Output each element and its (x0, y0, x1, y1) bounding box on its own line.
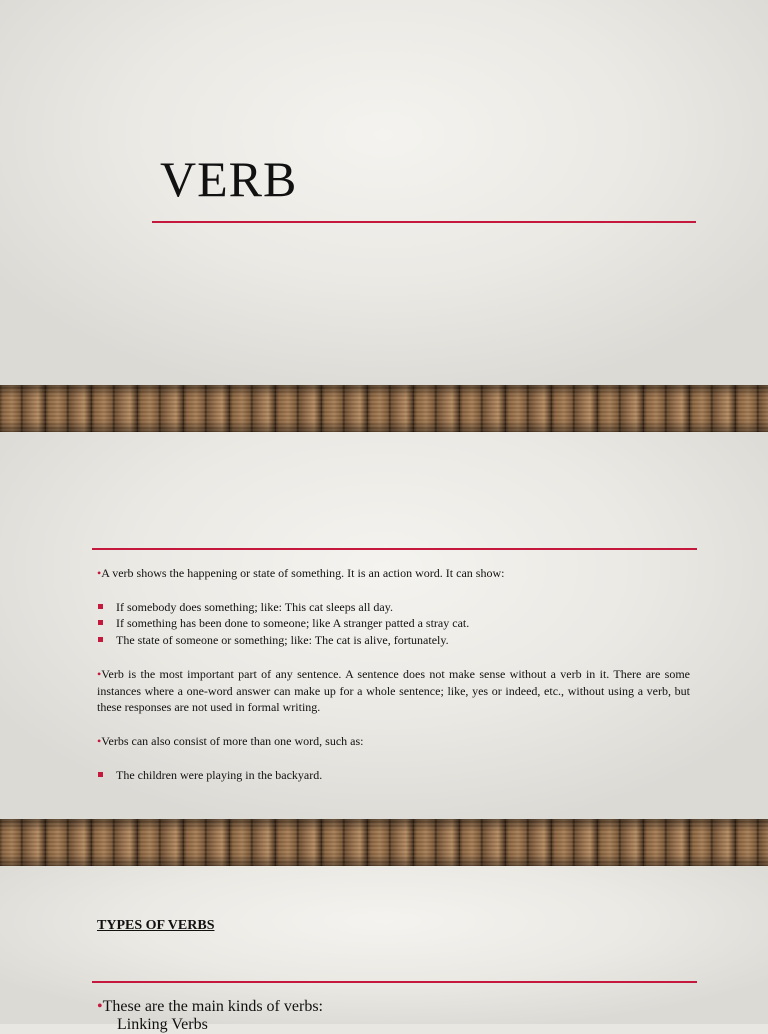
example-list (97, 767, 690, 784)
slide-body (97, 565, 690, 783)
multiword-paragraph (97, 733, 690, 750)
header-rule (92, 548, 697, 550)
list-item: The children were playing in the backyard. (97, 767, 690, 784)
slide-body (97, 998, 657, 1034)
list-item: If something has been done to someone; like A stranger patted a stray cat. (97, 615, 690, 632)
intro-text: A verb shows the happening or state of something. It is an action word. It can show: (101, 566, 505, 580)
intro-text: These are the main kinds of verbs: (102, 998, 323, 1015)
bullet-dot-icon: • (97, 666, 102, 681)
list-item: If somebody does something; like: This cat sleeps all day. (97, 599, 690, 616)
slide-types-of-verbs (0, 866, 768, 1033)
slide-verb-definition (0, 432, 768, 819)
wood-floor-divider (0, 385, 768, 432)
usage-list (97, 599, 690, 649)
sub-item: Linking Verbs (117, 1016, 208, 1033)
slide-title-text: VERB (160, 151, 298, 207)
bullet-dot-icon: • (97, 733, 102, 748)
intro-paragraph (97, 565, 690, 582)
header-rule (92, 981, 697, 983)
intro-paragraph (97, 998, 657, 1016)
importance-text: Verb is the most important part of any sentence. A sentence does not make sense without a verb in it. There are some instances where a one-word answer can make up for a whole sentence; like, yes or indeed, etc., without using a verb, but these responses are not used in formal writing. (97, 666, 690, 715)
slide-title (0, 0, 768, 385)
bullet-dot-icon: • (97, 998, 103, 1015)
wood-floor-divider (0, 819, 768, 866)
importance-paragraph (97, 666, 690, 716)
section-heading: TYPES OF VERBS (97, 918, 215, 933)
bullet-dot-icon: • (97, 566, 102, 580)
list-item: The state of someone or something; like: The cat is alive, fortunately. (97, 632, 690, 649)
multiword-text: Verbs can also consist of more than one word, such as: (101, 733, 364, 748)
title-underline-rule (152, 221, 696, 223)
